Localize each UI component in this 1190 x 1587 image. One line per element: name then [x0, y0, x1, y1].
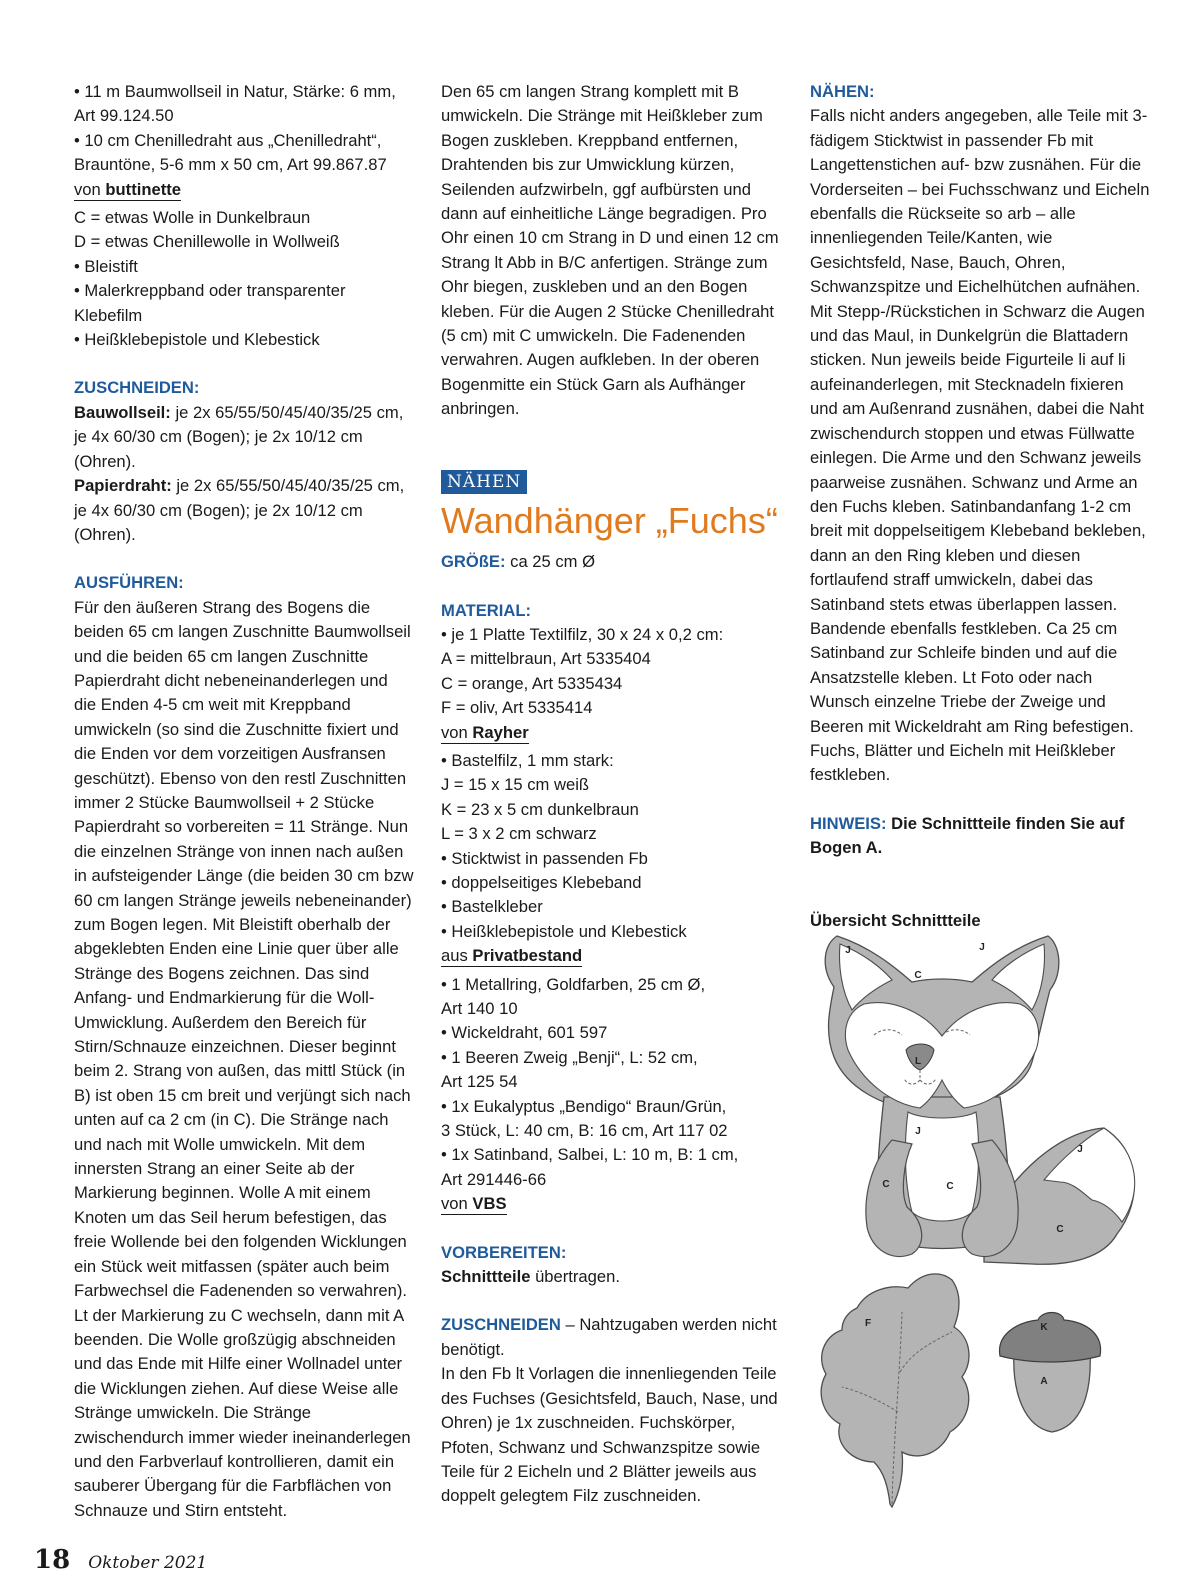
pattern-overview-heading: [810, 909, 1150, 933]
prep-value: übertragen.: [535, 1267, 620, 1287]
section-heading-ausfuehren: AUSFÜHREN:: [74, 573, 184, 593]
cutting-text: In den Fb lt Vorlagen die innenliegenden Teile des Fuchses (Gesichtsfeld, Bauch, Nase, und Ohren) je 1x zuschneiden. Fuchskörper, Pfoten, Schwanz und Schwanzspitze sowie Teile für 2 Eicheln und 2 Blätter jeweils aus doppelt gelegtem Filz zuschneiden.: [441, 1364, 778, 1506]
page-number: 18: [34, 1545, 71, 1575]
sewing-text: Falls nicht anders angegeben, alle Teile mit 3-fädigem Sticktwist in passender Fb mit Langettenstichen auf- bzw zusnähen. Für die Vorderseiten – bei Fuchsschwanz und Eicheln ebenfalls die Rückseite so arb – alle innenliegenden Teile/Kanten, wie Gesichtsfeld, Nase, Bauch, Ohren, Schwanzspitze und Eichelhütchen aufnähen. Mit Stepp-/Rückstichen in Schwarz die Augen und das Maul, in Dunkelgrün die Blattadern sticken. Nun jeweils beide Figurteile li auf li aufeinanderlegen, mit Stecknadeln fixieren und am Außenrand zusnähen, dabei die Naht zwischendurch stoppen und etwas Füllwatte einlegen. Die Arme und den Schwanz jeweils paarweise zusnähen. Schwanz und Arme an den Fuchs kleben. Satinbandanfang 1-2 cm breit mit doppelseitigem Klebeband bekleben, dann an den Ring kleben und diesen fortlaufend straff umwickeln, dabei das Satinband stets etwas überlappen lassen. Bandende ebenfalls festkleben. Ca 25 cm Satinband zur Schleife binden und auf die Ansatzstelle kleben. Lt Foto oder nach Wunsch einzelne Triebe der Zweige und Beeren mit Wickeldraht am Ring befestigen. Fuchs, Blätter und Eicheln mit Heißkleber festkleben.: [810, 106, 1150, 785]
supplier-line: [441, 944, 781, 968]
pattern-pieces-illustration: [812, 932, 1152, 1514]
label-acorn-cap: K: [1040, 1322, 1048, 1333]
hint-text: Die Schnittteile finden Sie auf Bogen A.: [810, 813, 1125, 858]
supplier-credit: [441, 722, 529, 744]
hint-box: [810, 812, 1150, 861]
supplier-brand: Rayher: [472, 722, 529, 742]
hint-label: HINWEIS:: [810, 813, 887, 833]
material-line: Klebefilm: [74, 305, 143, 325]
label-ear-right: J: [979, 942, 985, 953]
cutting-label: Papierdraht:: [74, 476, 172, 496]
acorn-body-piece: [1014, 1352, 1090, 1432]
label-tail-tip: J: [1077, 1144, 1083, 1155]
instructions-text: Für den äußeren Strang des Bogens die beiden 65 cm langen Zuschnitte Baumwollseil und die beiden 65 cm langen Zuschnitte Papierdraht dicht nebeneinanderlegen und die Enden 4-5 cm weit mit Kreppband umwickeln (so sind die Zuschnitte fixiert und die Enden vor dem vorzeitigen Ausfransen geschützt). Ebenso von den restl Zuschnitten immer 2 Stücke Baumwollseil + 2 Stücke Papierdraht so vorbereiten = 11 Stränge. Nun die einzelnen Stränge von innen nach außen in aufsteigender Länge (die beiden 30 cm bzw 60 cm langen Stränge jeweils nebeneinander) zum Bogen legen. Mit Bleistift oberhalb der abgeklebten Enden eine Linie quer über alle Stränge des Bogens zeichnen. Das sind Anfang- und Endmarkierung für die Woll-Umwicklung. Außerdem den Bereich für Stirn/Schnauze einzeichnen. Dieser beginnt beim 2. Strang von außen, das mittl Stück (in B) ist oben 15 cm breit und verjüngt sich nach unten auf ca 2 cm (in C). Die Stränge nach und nach mit Wolle umwickeln. Mit dem innersten Strang an einer Seite ab der Markierung beginnen. Wolle A mit einem Knoten um das Seil herum befestigen, das freie Wollende bei den folgenden Wicklungen ein Stück weit mitfassen (später auch beim Farbwechsel die Fadenenden so verwahren). Lt der Markierung zu C wechseln, dann mit A beenden. Die Wolle großzügig abschneiden und das Ende mit Hilfe einer Wollnadel unter die Wicklungen ziehen. Auf diese Weise alle Stränge umwickeln. Die Stränge zwischendurch immer wieder ineinanderlegen und den Farbverlauf kontrollieren, damit ein sauberer Übergang für die Farbflächen von Schnauze und Stirn entsteht.: [74, 597, 414, 1520]
label-leaf: F: [864, 1318, 872, 1329]
material-line: J = 15 x 15 cm weiß: [441, 775, 590, 795]
section-heading-naehen: NÄHEN:: [810, 82, 875, 101]
category-tag: NÄHEN: [441, 470, 527, 494]
label-paw-right: C: [946, 1181, 954, 1192]
column-right: [810, 80, 1150, 933]
cutting-baumwollseil: [74, 401, 414, 474]
material-line: Art 291446-66: [441, 1169, 547, 1189]
material-line: A = mittelbraun, Art 5335404: [441, 649, 651, 669]
material-line: • 1 Metallring, Goldfarben, 25 cm Ø,: [441, 974, 706, 994]
material-line: • 1x Eukalyptus „Bendigo“ Braun/Grün,: [441, 1096, 727, 1116]
material-line: • 11 m Baumwollseil in Natur, Stärke: 6 mm,: [74, 82, 396, 101]
material-line: K = 23 x 5 cm dunkelbraun: [441, 799, 639, 819]
section-heading-zuschneiden: ZUSCHNEIDEN:: [74, 378, 200, 398]
page-footer: [34, 1545, 207, 1575]
cutting-label: Bauwollseil:: [74, 402, 171, 422]
material-line: C = etwas Wolle in Dunkelbraun: [74, 208, 311, 228]
article-title: Wandhänger „Fuchs“: [441, 500, 778, 542]
pattern-overview-title: Übersicht Schnittteile: [810, 910, 981, 930]
material-line: F = oliv, Art 5335414: [441, 698, 593, 718]
size-value: ca 25 cm Ø: [510, 552, 595, 572]
label-tail: C: [1056, 1224, 1064, 1235]
prep-text: [441, 1265, 781, 1289]
acorn-cap-piece: [1000, 1313, 1101, 1363]
supplier-prefix: von: [441, 1194, 468, 1214]
supplier-credit: [74, 179, 181, 201]
material-line: • doppelseitiges Klebeband: [441, 872, 642, 892]
size-line: [441, 550, 781, 574]
label-head: C: [914, 970, 922, 981]
cutting-note: – Nahtzugaben werden nicht benötigt.: [441, 1315, 777, 1359]
material-line: 3 Stück, L: 40 cm, B: 16 cm, Art 117 02: [441, 1121, 728, 1141]
leaf-piece: [821, 1274, 969, 1507]
material-line: D = etwas Chenillewolle in Wollweiß: [74, 232, 340, 252]
label-nose: L: [914, 1056, 922, 1067]
column-left: [74, 80, 414, 1523]
supplier-brand: Privatbestand: [472, 946, 583, 966]
material-line: Brauntöne, 5-6 mm x 50 cm, Art 99.867.87: [74, 155, 387, 175]
material-line: • Bastelfilz, 1 mm stark:: [441, 750, 614, 770]
supplier-line: [441, 721, 781, 745]
section-heading-zuschneiden: ZUSCHNEIDEN: [441, 1315, 561, 1335]
cutting-intro: [441, 1313, 781, 1362]
supplier-credit: [441, 945, 582, 967]
material-line: Art 125 54: [441, 1072, 518, 1092]
prep-label: Schnittteile: [441, 1267, 531, 1287]
label-ear-left: J: [845, 945, 851, 956]
material-line: • Bleistift: [74, 256, 138, 276]
cutting-text: je 2x 65/55/50/45/40/35/25 cm, je 4x 60/30 cm (Bogen); je 2x 10/12 cm (Ohren).: [74, 402, 404, 471]
material-line: • Wickeldraht, 601 597: [441, 1023, 608, 1043]
supplier-prefix: von: [74, 179, 101, 199]
material-line: • Sticktwist in passenden Fb: [441, 848, 648, 868]
material-line: • 1 Beeren Zweig „Benji“, L: 52 cm,: [441, 1047, 698, 1067]
label-acorn: A: [1040, 1376, 1048, 1387]
material-line: • Bastelkleber: [441, 897, 543, 917]
material-line: • je 1 Platte Textilfilz, 30 x 24 x 0,2 cm:: [441, 624, 724, 644]
material-line: • Heißklebepistole und Klebestick: [441, 921, 687, 941]
material-line: C = orange, Art 5335434: [441, 673, 623, 693]
section-heading-vorbereiten: VORBEREITEN:: [441, 1242, 567, 1262]
label-paw-left: C: [882, 1179, 890, 1190]
supplier-prefix: aus: [441, 946, 468, 966]
material-line: • Malerkreppband oder transparenter: [74, 281, 346, 301]
cutting-papierdraht: [74, 474, 414, 547]
supplier-credit: [441, 1193, 507, 1215]
column-middle: [441, 80, 781, 1509]
supplier-line: [441, 1192, 781, 1216]
instructions-continued: Den 65 cm langen Strang komplett mit B umwickeln. Die Stränge mit Heißkleber zum Bogen zuskleben. Kreppband entfernen, Drahtenden bis zur Umwicklung kürzen, Seilenden aufzwirbeln, ggf aufbürsten und dann auf einheitliche Länge begradigen. Pro Ohr einen 10 cm Strang in D und einen 12 cm Strang lt Abb in B/C anfertigen. Stränge zum Ohr biegen, zuskleben und an den Bogen kleben. Für die Augen 2 Stücke Chenilledraht (5 cm) mit C umwickeln. Die Fadenenden verwahren. Augen aufkleben. In der oberen Bogenmitte ein Stück Garn als Aufhänger anbringen.: [441, 82, 779, 419]
material-line: L = 3 x 2 cm schwarz: [441, 824, 597, 844]
material-line: • Heißklebepistole und Klebestick: [74, 330, 320, 350]
material-line: Art 140 10: [441, 999, 518, 1018]
supplier-brand: buttinette: [105, 179, 181, 199]
section-heading-material: MATERIAL:: [441, 600, 532, 620]
supplier-prefix: von: [441, 722, 468, 742]
issue-date: Oktober 2021: [88, 1553, 208, 1573]
label-belly: J: [915, 1126, 921, 1137]
size-label: GRÖßE:: [441, 552, 506, 572]
material-line: • 10 cm Chenilledraht aus „Chenilledraht“,: [74, 130, 382, 150]
supplier-line: [74, 178, 414, 202]
material-line: Art 99.124.50: [74, 106, 174, 126]
cutting-text: je 2x 65/55/50/45/40/35/25 cm, je 4x 60/30 cm (Bogen); je 2x 10/12 cm (Ohren).: [74, 476, 405, 544]
supplier-brand: VBS: [472, 1194, 507, 1214]
material-line: • 1x Satinband, Salbei, L: 10 m, B: 1 cm,: [441, 1145, 739, 1165]
